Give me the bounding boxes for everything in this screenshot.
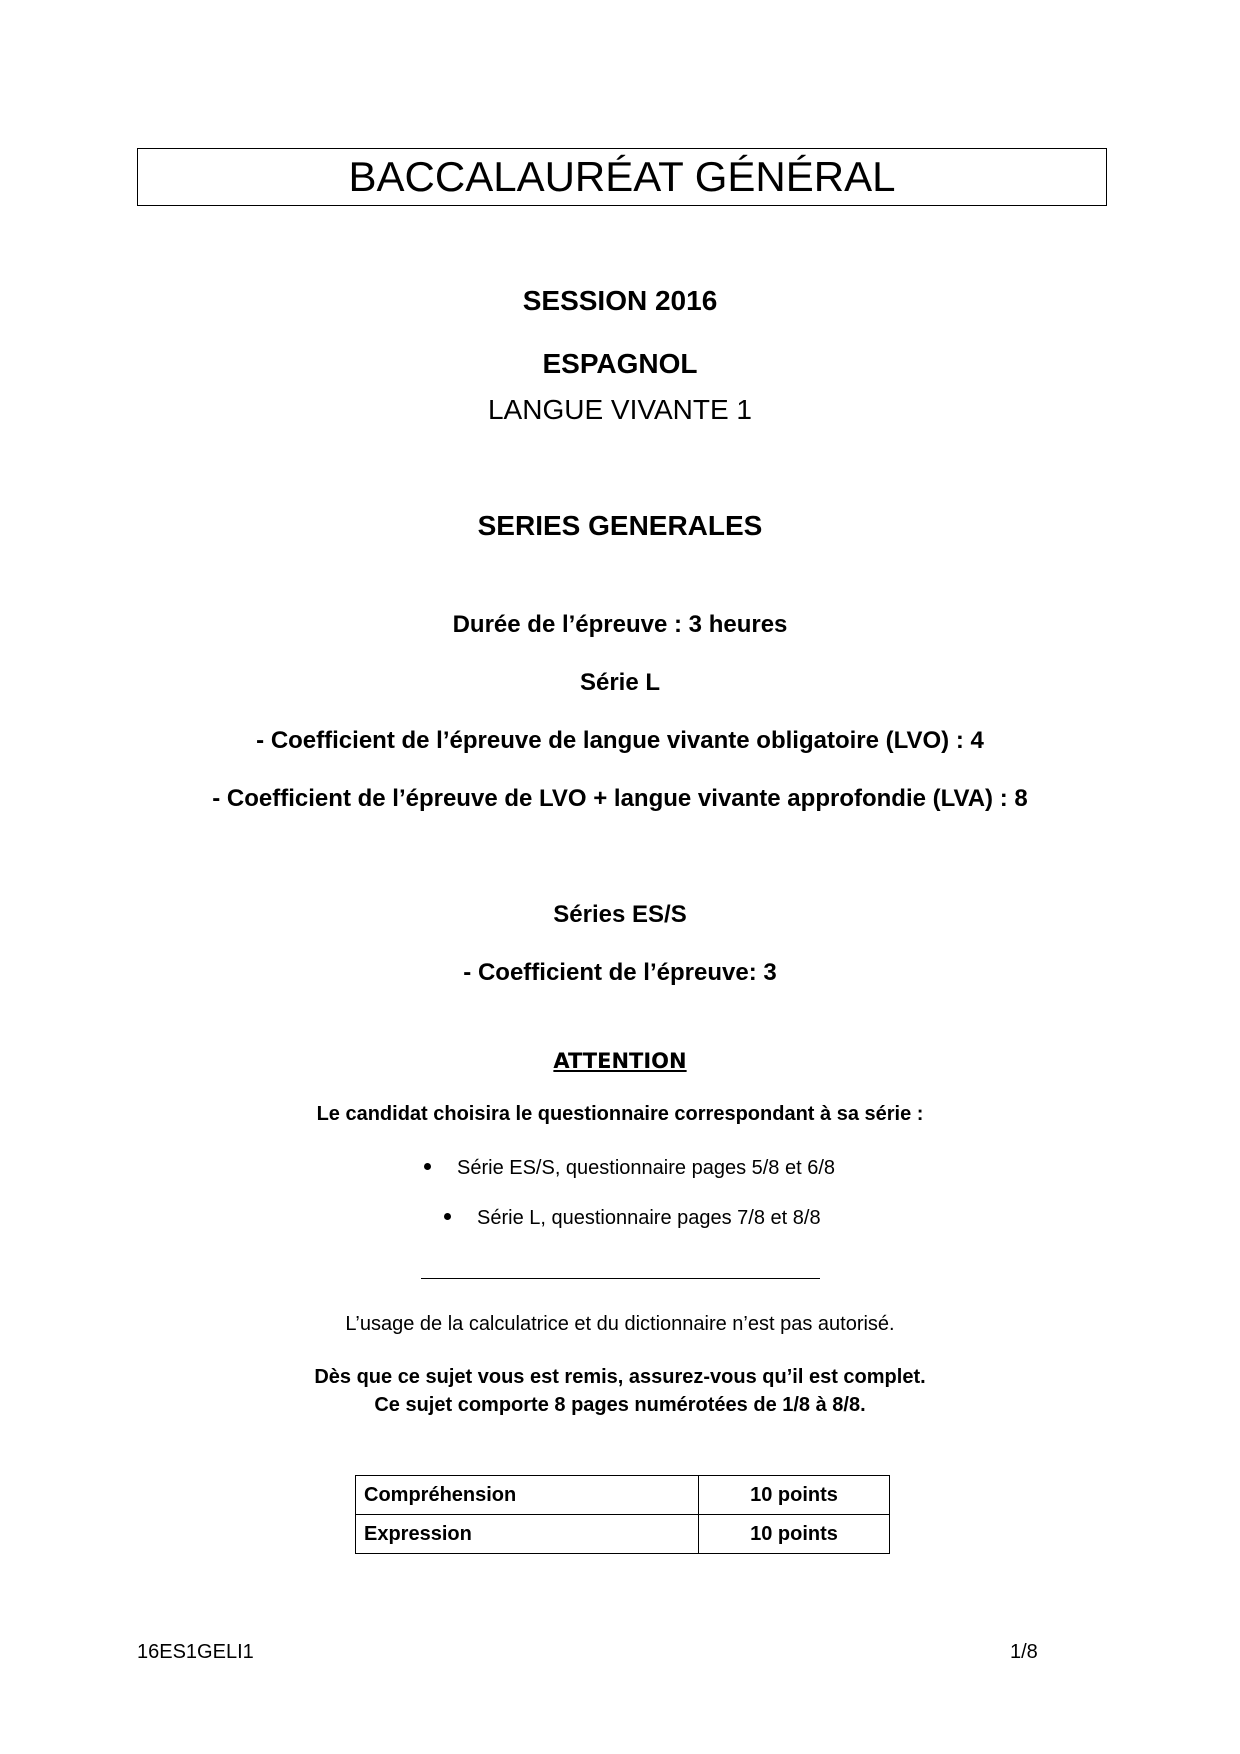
questionnaire-instruction: Le candidat choisira le questionnaire correspondant à sa série : (316, 1103, 924, 1125)
table-row (356, 1476, 890, 1515)
table-cell-points: 10 points (699, 1515, 890, 1554)
language-level: LANGUE VIVANTE 1 (487, 394, 752, 425)
scoring-table (355, 1475, 890, 1554)
document-title: BACCALAURÉAT GÉNÉRAL (137, 148, 1107, 206)
session-year: SESSION 2016 (522, 285, 718, 316)
attention-heading: ATTENTION (553, 1049, 687, 1073)
coefficient-es-s: - Coefficient de l’épreuve: 3 (463, 959, 777, 986)
exam-duration: Durée de l’épreuve : 3 heures (452, 611, 788, 638)
page-count-note: Ce sujet comporte 8 pages numérotées de 1/8 à 8/8. (374, 1394, 866, 1416)
table-row (356, 1515, 890, 1554)
list-item-text: Série ES/S, questionnaire pages 5/8 et 6/8 (457, 1157, 836, 1179)
usage-note: L’usage de la calculatrice et du dictionnaire n’est pas autorisé. (345, 1313, 895, 1335)
list-item (444, 1207, 821, 1230)
bullet-icon (444, 1213, 451, 1220)
document-code: 16ES1GELI1 (137, 1641, 254, 1663)
table-cell-label: Expression (356, 1515, 699, 1554)
series-general-heading: SERIES GENERALES (477, 510, 763, 541)
series-es-s-heading: Séries ES/S (553, 901, 687, 928)
table-cell-label: Compréhension (356, 1476, 699, 1515)
coefficient-lvo: - Coefficient de l’épreuve de langue vivante obligatoire (LVO) : 4 (256, 727, 984, 754)
coefficient-lva: - Coefficient de l’épreuve de LVO + langue vivante approfondie (LVA) : 8 (212, 785, 1028, 812)
separator-line (421, 1278, 820, 1279)
page-number: 1/8 (1010, 1641, 1038, 1663)
table-cell-points: 10 points (699, 1476, 890, 1515)
completeness-note: Dès que ce sujet vous est remis, assurez-vous qu’il est complet. (314, 1366, 926, 1388)
subject-name: ESPAGNOL (542, 348, 698, 379)
list-item-text: Série L, questionnaire pages 7/8 et 8/8 (477, 1207, 821, 1229)
list-item (424, 1157, 835, 1180)
bullet-icon (424, 1163, 431, 1170)
serie-l-heading: Série L (579, 669, 661, 696)
